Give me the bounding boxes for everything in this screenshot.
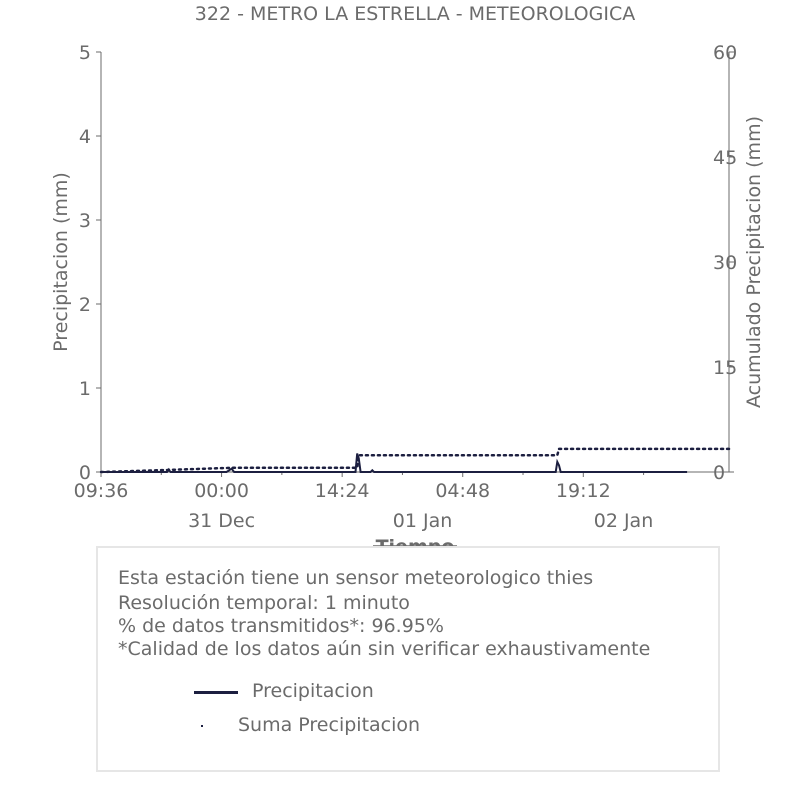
y2-tick-label: 0 [713,462,726,484]
legend-suma-label: Suma Precipitacion [238,714,421,736]
y-tick-label: 4 [78,126,91,148]
chart-title: 322 - METRO LA ESTRELLA - METEOROLOGICA [194,3,636,25]
y2-tick-label: 15 [713,357,738,379]
legend-precip-label: Precipitacion [252,680,374,702]
x-tick-label: 14:24 [314,480,370,502]
y-tick-label: 3 [78,210,91,232]
x-tick-label: 00:00 [194,480,249,502]
info-box [96,546,720,772]
info-quality-note: *Calidad de los datos aún sin verificar exhaustivamente [118,638,651,660]
x-date-label: 01 Jan [392,510,453,532]
precipitacion-line [101,454,687,473]
info-sensor-text: Esta estación tiene un sensor meteorologico thies [118,567,594,589]
legend-precip-swatch [194,691,238,694]
legend-suma-swatch [201,725,203,727]
x-date-label: 02 Jan [593,510,654,532]
y-tick-label: 5 [78,42,91,64]
info-resolution-text: Resolución temporal: 1 minuto [118,592,410,614]
x-date-label: 31 Dec [188,510,256,532]
suma-precipitacion-line [101,449,729,472]
y2-tick-label: 45 [713,147,738,169]
y-tick-label: 0 [78,462,91,484]
y2-tick-label: 60 [713,42,738,64]
y-tick-label: 1 [78,378,91,400]
x-tick-label: 09:36 [73,480,129,502]
x-tick-label: 04:48 [435,480,491,502]
y-tick-label: 2 [78,294,91,316]
info-transmitted-text: % de datos transmitidos*: 96.95% [118,615,444,637]
y2-tick-label: 30 [713,252,738,274]
y2-axis-label: Acumulado Precipitacion (mm) [743,116,765,408]
y-axis-label: Precipitacion (mm) [50,172,72,352]
x-tick-label: 19:12 [555,480,611,502]
